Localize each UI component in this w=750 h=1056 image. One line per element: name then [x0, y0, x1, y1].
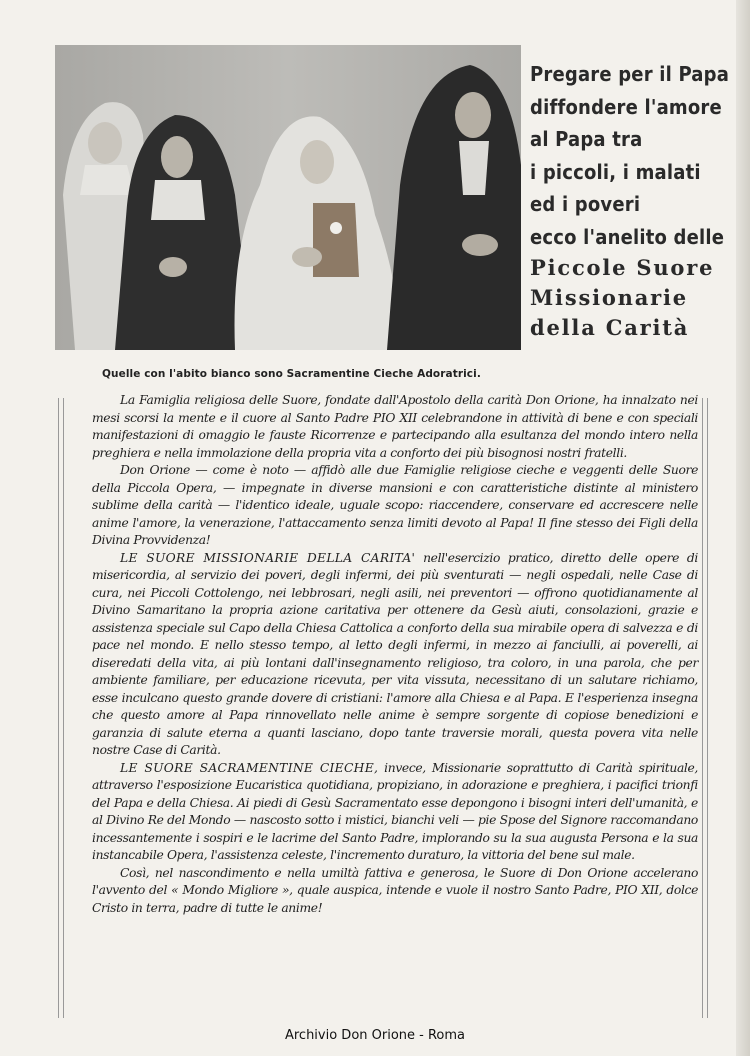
headline-line: Piccole Suore [530, 255, 715, 280]
headline-line: della Carità [530, 315, 690, 340]
archive-footer: Archivio Don Orione - Roma [284, 1028, 466, 1043]
article-paragraph-text: Don Orione — come è noto — affidò alle due Famiglie religiose cieche e veggenti delle Suore della Piccola Opera, — impegnate in diverse mansioni e con caratteristiche distinte al ministero sublime della carità — l'identico ideale, uguale scopo: riaccendere, conservare ed accrescere nelle anime l'amore, la venerazione, l'attaccamento senza limiti devoto al Papa! Il fine stesso dei Figli della Divina Provvidenza! [92, 463, 698, 547]
headline-line: i piccoli, i malati [530, 159, 701, 184]
paragraph-lead: LE SUORE MISSIONARIE DELLA CARITA' [120, 550, 416, 565]
right-column-rule [702, 398, 708, 1018]
photo-caption: Quelle con l'abito bianco sono Sacramentine Cieche Adoratrici. [102, 368, 481, 380]
headline-line: Missionarie [530, 285, 688, 310]
article-paragraph-text: invece, Missionarie soprattutto di Carità spirituale, attraverso l'esposizione Eucaristica quotidiana, propiziano, in adorazione e preghiera, i pacifici trionfi del Papa e della Chiesa. Ai piedi di Gesù Sacramentato esse depongono i bisogni interi dell'umanità, e al Divino Re del Mondo — nascosto sotto i mistici, bianchi veli — pie Spose del Signore raccomandano incessantemente i sospiri e le lacrime del Santo Padre, implorando su la sua augusta Persona e la sua instancabile Opera, l'assistenza celeste, l'incremento duraturo, la vittoria del bene sul male. [92, 760, 698, 862]
article-body [92, 392, 698, 917]
left-column-rule [58, 398, 64, 1018]
headline-line: ed i poveri [530, 192, 641, 216]
nuns-photo-icon [55, 45, 521, 350]
nuns-photo [55, 45, 521, 350]
article-paragraph: La Famiglia religiosa delle Suore, fondate dall'Apostolo della carità Don Orione, ha innalzato nei mesi scorsi la mente e il cuore al Santo Padre PIO XII celebrandone in attività di bene e con speciali manifestazioni di omaggio le fauste Ricorrenze e partecipando alla esultanza del mondo intero nella preghiera e nella immolazione della propria vita a conforto dei più bisognosi nostri fratelli. [92, 393, 698, 460]
headline-line: al Papa tra [530, 127, 643, 151]
headline-line: Pregare per il Papa [530, 62, 730, 86]
article-paragraph [92, 550, 698, 760]
headline-line: diffondere l'amore [530, 94, 722, 119]
headline-line: ecco l'anelito delle [530, 224, 725, 249]
article-paragraph: Così, nel nascondimento e nella umiltà fattiva e generosa, le Suore di Don Orione accelerano l'avvento del « Mondo Migliore », quale auspica, intende e vuole il nostro Santo Padre, PIO XII, dolce Cristo in terra, padre di tutte le anime! [92, 865, 698, 915]
article-paragraph-text: nell'esercizio pratico, diretto delle opere di misericordia, al servizio dei poveri, degli infermi, dei più sventurati — negli ospedali, nelle Case di cura, nei Piccoli Cottolengo, nei lebbrosari, negli asili, nei preventori — offrono quotidianamente al Divino Samaritano la propria azione caritativa per ottenere da Gesù aiuti, consolazioni, grazie e assistenza speciale sul Capo della Chiesa Cattolica a conforto della sua mirabile opera di salvezza e di pace nel mondo. E nello stesso tempo, al letto degli infermi, in mezzo ai fanciulli, ai poverelli, ai diseredati della vita, ai più lontani dall'insegnamento religioso, tra coloro, in una parola, che per ambiente familiare, per educazione ricevuta, per vita vissuta, necessitano di un salutare richiamo, esse inculcano questo grande dovere di cristiani: l'amore alla Chiesa e al Papa. E l'esperienza insegna che questo amore al Papa rinnovellato nelle anime è sempre sorgente di copiose benedizioni e garanzia di salute eterna a quanti lasciano, dopo tante traversie morali, questa povera vita nelle nostre Case di Carità. [92, 550, 698, 757]
paragraph-lead: LE SUORE SACRAMENTINE CIECHE, [120, 760, 379, 775]
headline [530, 58, 740, 343]
article-paragraph [92, 760, 698, 865]
article-paragraph [92, 462, 698, 550]
